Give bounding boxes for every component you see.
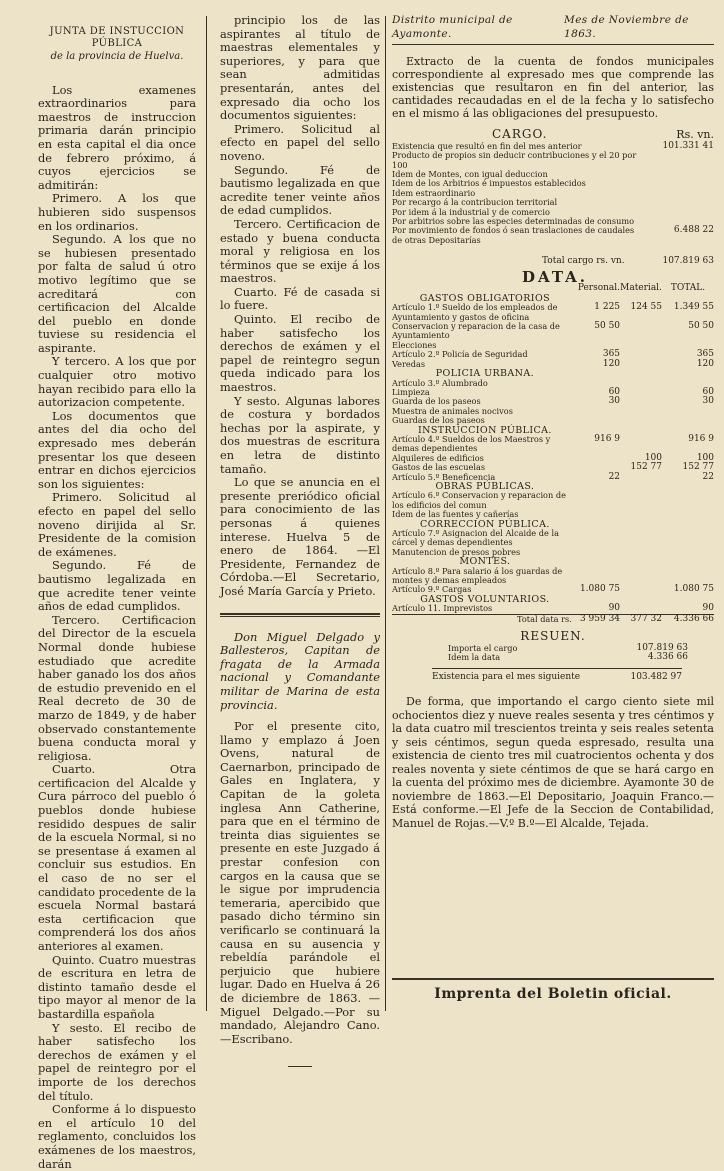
data-row-total: 1.349 55 — [673, 302, 714, 313]
resumen-row — [448, 653, 688, 662]
data-row-material — [620, 482, 662, 491]
col-total: TOTAL. — [670, 283, 706, 294]
data-row — [392, 435, 714, 454]
data-row-label: Limpieza — [392, 386, 430, 397]
data-row-label: Artículo 2.º Policía de Seguridad — [392, 349, 528, 360]
data-row-personal — [578, 416, 620, 425]
data-row-material — [620, 341, 662, 350]
data-row-material — [620, 350, 662, 359]
data-row — [392, 379, 714, 388]
data-row-label: Artículo 7.º Asignacion del Alcaide de la cárcel y demas dependientes — [392, 528, 559, 548]
cargo-row-label: Por movimiento de fondos ó sean traslaciones de caudales de otras Depositarías — [392, 225, 635, 245]
data-row-label: Idem de las fuentes y cañerías — [392, 509, 519, 520]
cargo-row-label: Idem de los Arbitrios é impuestos establecidos — [392, 178, 586, 189]
data-row-personal — [578, 491, 620, 510]
footer-rule — [392, 978, 714, 980]
data-row-personal — [578, 520, 620, 529]
data-row-total: 152 77 — [682, 462, 714, 473]
data-total-total: 4.336 66 — [673, 613, 714, 624]
resumen-row-label: Idem la data — [448, 652, 501, 663]
resumen-row-label: Importa el cargo — [448, 642, 518, 653]
paragraph: Tercero. Certificacion de estado y buena conducta moral y religiosa en los términos que se exije á los maestros. — [220, 216, 380, 286]
data-row — [392, 529, 714, 548]
data-row-material — [620, 388, 662, 397]
data-row-material — [620, 426, 662, 435]
running-header — [392, 14, 714, 45]
data-row-label: Artículo 1.º Sueldo de los empleados de Ayuntamiento y gastos de oficina — [392, 302, 558, 322]
column-rule-2 — [385, 16, 386, 1011]
cargo-row — [392, 226, 714, 245]
data-row-total — [662, 369, 714, 378]
data-row-material — [620, 520, 662, 529]
data-row-label: Conservacion y reparacion de la casa de Ayuntamiento — [392, 321, 560, 341]
data-row-total: 1.080 75 — [673, 584, 714, 595]
paragraph: principio los de las aspirantes al título de maestras elementales y superiores, y para que sean admitidas presentarán, antes del expresado dia ocho los documentos siguientes: — [220, 13, 380, 123]
data-title: DATA. — [522, 267, 589, 286]
data-row-label: Gastos de las escuelas — [392, 462, 486, 473]
cargo-header — [392, 128, 714, 142]
data-row-total: 22 — [702, 471, 714, 482]
data-row-material — [620, 379, 662, 388]
data-row-personal: 365 — [602, 349, 621, 360]
column-1 — [38, 14, 196, 1171]
paragraph: Primero. Solicitud al efecto en papel del sello noveno. — [220, 121, 380, 163]
data-row-material — [620, 548, 662, 557]
resumen-row-value: 107.819 63 — [636, 642, 688, 653]
data-row-personal — [578, 454, 620, 463]
cargo-row-value — [644, 189, 714, 198]
paragraph-list — [38, 84, 196, 1171]
data-row-label: Guardas de los paseos — [392, 415, 485, 426]
resumen-table — [448, 644, 688, 663]
data-row-personal: 90 — [608, 603, 621, 614]
cargo-row-label: Existencia que resultó en fin del mes anterior — [392, 140, 582, 151]
data-row-total: 90 — [702, 603, 714, 614]
data-row-material: 152 77 — [630, 462, 663, 473]
header-right: Mes de Noviembre de 1863. — [564, 14, 689, 40]
data-row-total — [662, 548, 714, 557]
data-row-label: Elecciones — [392, 339, 437, 350]
paragraph: Segundo. Fé de bautismo legalizada en que acredite tener veinte años de edad cumplidos. — [38, 558, 196, 614]
data-row-label: Artículo 6.º Conservacion y reparacion de los edificios del comun — [392, 490, 566, 510]
resumen-total-row — [432, 668, 682, 685]
paragraph: Segundo. Fé de bautismo legalizada en que acredite tener veinte años de edad cumplidos. — [220, 162, 380, 218]
data-row-total — [662, 567, 714, 586]
data-row-material — [620, 510, 662, 519]
data-row-personal — [578, 510, 620, 519]
column-2 — [220, 14, 380, 1077]
cargo-row-label: Idem de Montes, con igual deduccion — [392, 169, 548, 179]
account-intro: Extracto de la cuenta de fondos municipales correspondiente al expresado mes que comprende las existencias que resultaron en fin del anterior, las cantidades recaudadas en el de la fecha y lo satisfecho en el mismo á las obligaciones del presupuesto. — [392, 55, 714, 121]
data-row-personal — [578, 548, 620, 557]
data-row-label: INSTRUCCION PÚBLICA. — [417, 424, 552, 436]
data-row-total: 50 50 — [688, 321, 714, 332]
col-personal: Personal. — [577, 283, 621, 294]
paragraph: Y tercero. A los que por cualquier otro motivo hayan recibido para ello la autorizacion competente. — [38, 354, 196, 410]
paragraph: Conforme á lo dispuesto en el artículo 10 del reglamento, concluidos los exámenes de los maestros, darán — [38, 1102, 196, 1171]
data-row-total — [662, 510, 714, 519]
data-total-personal: 3 959 34 — [579, 613, 621, 624]
paragraph: Los documentos que antes del dia ocho del expresado mes deberán presentar los que deseen entrar en dichos ejercicios son los siguientes: — [38, 408, 196, 491]
data-row-personal: 50 50 — [594, 321, 621, 332]
resumen-row-value: 4.336 66 — [647, 652, 688, 663]
column-rule-1 — [206, 16, 207, 1011]
data-row — [392, 322, 714, 341]
data-row-material — [620, 491, 662, 510]
data-row-material: 124 55 — [630, 302, 663, 313]
data-row-personal: 1.080 75 — [579, 584, 621, 595]
data-row-total: 916 9 — [688, 433, 714, 444]
data-row-personal — [578, 567, 620, 586]
paragraph: Cuarto. Otra certificacion del Alcalde y Cura párroco del pueblo ó pueblos donde hubiese residido despues de salir de la escuela Normal, si no se presentase á examen al concluir sus estudios. En el caso de no ser el candidato procedente de la escuela Normal bastará esta certificacion que comprenderá los dos años anteriores al examen. — [38, 762, 196, 953]
data-table — [392, 284, 714, 624]
data-row-material — [620, 369, 662, 378]
paragraph: Tercero. Certificacion del Director de la escuela Normal donde hubiese estudiado que acredite haber ganado los dos años de estudio prevenido en el Real decreto de 30 de marzo de 1849, y de haber observado constantemente buena conducta moral y religiosa. — [38, 612, 196, 763]
data-row-material — [620, 360, 662, 369]
data-row-label: GASTOS OBLIGATORIOS — [419, 292, 551, 304]
cargo-row-value — [644, 151, 714, 170]
data-row-personal: 22 — [608, 471, 621, 482]
data-total-label: Total data rs. — [517, 613, 572, 624]
cargo-unit: Rs. vn. — [676, 128, 714, 142]
paragraph: Cuarto. Fé de casada si lo fuere. — [220, 284, 380, 313]
end-rule — [288, 1066, 312, 1067]
data-row-label: Artículo 8.º Para salario á los guardas de montes y demas empleados — [392, 565, 563, 586]
data-row-total — [662, 482, 714, 491]
section-subheading: de la provincia de Huelva. — [50, 51, 184, 62]
cargo-row-value: 6.488 22 — [673, 225, 714, 236]
data-row-personal — [578, 529, 620, 548]
data-row-total — [662, 529, 714, 548]
data-row-total: 365 — [696, 349, 714, 360]
data-row-label: GASTOS VOLUNTARIOS. — [420, 593, 550, 605]
paragraph: Lo que se anuncia en el presente preriódico oficial para conocimiento de las personas á quienes interese. Huelva 5 de enero de 1864. —El Presidente, Fernandez de Córdoba.—El Secretario, José María García y Prieto. — [220, 475, 380, 598]
data-row-material — [620, 557, 662, 566]
data-row — [392, 303, 714, 322]
data-row — [392, 350, 714, 359]
data-row-label: MONTES. — [459, 556, 511, 568]
data-row-personal: 60 — [608, 386, 621, 397]
data-row-label: OBRAS PÚBLICAS. — [435, 480, 535, 492]
data-row-label: CORRECCION PÚBLICA. — [420, 518, 550, 530]
data-row-label: POLICIA URBANA. — [435, 368, 535, 380]
data-row-material — [620, 397, 662, 406]
paragraph: Y sesto. El recibo de haber satisfecho los derechos de exámen y el papel de reintegro por el importe de los derechos del título. — [38, 1020, 196, 1103]
data-row-material — [620, 567, 662, 586]
double-rule — [220, 613, 380, 617]
resumen-total-value: 103.482 97 — [630, 672, 682, 683]
paragraph-list — [220, 14, 380, 599]
cargo-row-value — [644, 179, 714, 188]
cargo-row-label: Por recargo á la contribucion territorial — [392, 197, 558, 208]
cargo-row-value: 101.331 41 — [662, 140, 714, 151]
cargo-row — [392, 151, 714, 170]
data-row-total — [662, 407, 714, 416]
data-row-personal: 30 — [608, 396, 621, 407]
data-row-total — [662, 416, 714, 425]
header-left: Distrito municipal de Ayamonte. — [392, 14, 513, 40]
data-row-total — [662, 557, 714, 566]
imprint: Imprenta del Boletin oficial. — [434, 986, 672, 1002]
cargo-table — [392, 142, 714, 245]
data-row-total: 100 — [696, 452, 714, 463]
paragraph: Quinto. El recibo de haber satisfecho los derechos de exámen y el papel de reintegro segun queda indicado para los maestros. — [220, 312, 380, 395]
paragraph: Segundo. A los que no se hubiesen presentado por falta de salud ú otro motivo legítimo que se acreditará con certificacion del Alcalde del pueblo en donde tuviese su residencia el aspirante. — [38, 232, 196, 355]
cargo-row-value — [644, 208, 714, 217]
notice-heading: Don Miguel Delgado y Ballesteros, Capitan de fragata de la Armada nacional y Comandante militar de Marina de esta provincia. — [220, 629, 380, 712]
closing-paragraph: De forma, que importando el cargo ciento siete mil ochocientos diez y nueve reales sesenta y tres céntimos y la data cuatro mil trescientos treinta y seis reales setenta y seis céntimos, segun queda espresado, resulta una existencia de ciento tres mil cuatrocientos ochenta y dos reales noventa y siete céntimos de que se hará cargo en la cuenta del próximo mes de diciembre. Ayamonte 30 de noviembre de 1863.—El Depositario, Joaquin Franco.—Está conforme.—El Jefe de la Seccion de Contabilidad, Manuel de Rojas.—V.º B.º—El Alcalde, Tejada. — [392, 695, 714, 830]
data-row — [392, 548, 714, 557]
col-material: Material. — [620, 283, 662, 294]
paragraph: Los examenes extraordinarios para maestros de instruccion primaria darán principio en esta capital el dia once de febrero próximo, á cuyos ejercicios se admitirán: — [38, 82, 196, 192]
data-row-personal — [578, 369, 620, 378]
cargo-row-label: Por idem á la industrial y de comercio — [392, 206, 550, 217]
cargo-row-label: Producto de propios sin deducir contribuciones y el 20 por 100 — [392, 150, 637, 170]
data-row-material — [620, 435, 662, 454]
data-row-material — [620, 604, 662, 614]
paragraph: Primero. A los que hubieren sido suspensos en los ordinarios. — [38, 191, 196, 233]
data-row-material — [620, 529, 662, 548]
data-row-label: Artículo 11. Imprevistos — [392, 603, 493, 614]
data-row-label: Manutencion de presos pobres — [392, 546, 521, 557]
cargo-title: CARGO. — [492, 127, 548, 142]
cargo-total-label: Total cargo rs. vn. — [542, 256, 625, 267]
cargo-row-value — [644, 198, 714, 207]
data-row-label: Veredas — [392, 358, 426, 369]
paragraph: Quinto. Cuatro muestras de escritura en letra de distinto tamaño desde el tipo mayor al menor de la bastardilla española — [38, 952, 196, 1021]
cargo-total-value: 107.819 63 — [662, 256, 714, 267]
data-row-personal — [578, 482, 620, 491]
data-row-label: Artículo 4.º Sueldos de los Maestros y demas dependientes — [392, 433, 551, 454]
data-row-material: 100 — [644, 452, 663, 463]
paragraph: Primero. Solicitud al efecto en papel del sello noveno dirijida al Sr. Presidente de la comision de exámenes. — [38, 490, 196, 559]
data-row-material — [620, 585, 662, 594]
data-total-material: 377 32 — [630, 613, 663, 624]
data-row-material — [620, 595, 662, 604]
data-row-label: Alquileres de edificios — [392, 452, 484, 463]
data-row-total: 60 — [702, 386, 714, 397]
data-row-material — [620, 473, 662, 482]
data-row-personal: 1 225 — [594, 302, 621, 313]
data-row-total — [662, 520, 714, 529]
cargo-row-value — [644, 170, 714, 179]
data-row-material — [620, 322, 662, 341]
data-row-label: Artículo 5.º Beneficencia — [392, 471, 496, 482]
cargo-total-row — [392, 255, 714, 269]
resumen-total-label: Existencia para el mes siguiente — [432, 672, 581, 683]
column-3 — [392, 14, 714, 830]
resumen-title: RESUEN. — [520, 629, 586, 644]
data-row-label: Muestra de animales nocivos — [392, 405, 513, 416]
data-row-material — [620, 407, 662, 416]
data-row-personal: 916 9 — [594, 433, 621, 444]
paragraph: Y sesto. Algunas labores de costura y bordados hechas por la aspirate, y dos muestras de escritura en letra de distinto tamaño. — [220, 393, 380, 476]
notice-body: Por el presente cito, llamo y emplazo á Joen Ovens, natural de Caernarbon, principado de Gales en Inglatera, y Capitan de la goleta inglesa Ann Catherine, para que en el término de treinta dias siguientes se presente en este Juzgado á prestar confesion con cargos en la causa que se le sigue por imprudencia temeraria, apercibido que pasado dicho término sin verificarlo se continuará la causa en su ausencia y rebeldía parándole el perjuicio que hubiere lugar. Dado en Huelva á 26 de diciembre de 1863. —Miguel Delgado.—Por su mandado, Alejandro Cano.—Escribano. — [220, 719, 380, 1046]
data-row — [392, 567, 714, 586]
data-row-label: Artículo 9.º Cargas — [392, 584, 472, 595]
data-row — [392, 491, 714, 510]
section-heading: JUNTA DE INSTUCCION PÚBLICA — [49, 26, 185, 49]
data-row-total: 120 — [696, 358, 714, 369]
data-row-personal — [578, 557, 620, 566]
data-row-personal: 120 — [602, 358, 621, 369]
data-row — [392, 604, 714, 614]
data-row-total: 30 — [702, 396, 714, 407]
data-row-total — [662, 491, 714, 510]
data-row-material — [620, 416, 662, 425]
data-row-label: Guarda de los paseos — [392, 396, 481, 407]
cargo-row-label: Idem estraordinario — [392, 187, 476, 198]
data-row-personal — [578, 407, 620, 416]
data-row-label: Artículo 3.º Alumbrado — [392, 377, 488, 388]
cargo-row-label: Por arbitrios sobre las especies determinadas de consumo — [392, 216, 635, 227]
